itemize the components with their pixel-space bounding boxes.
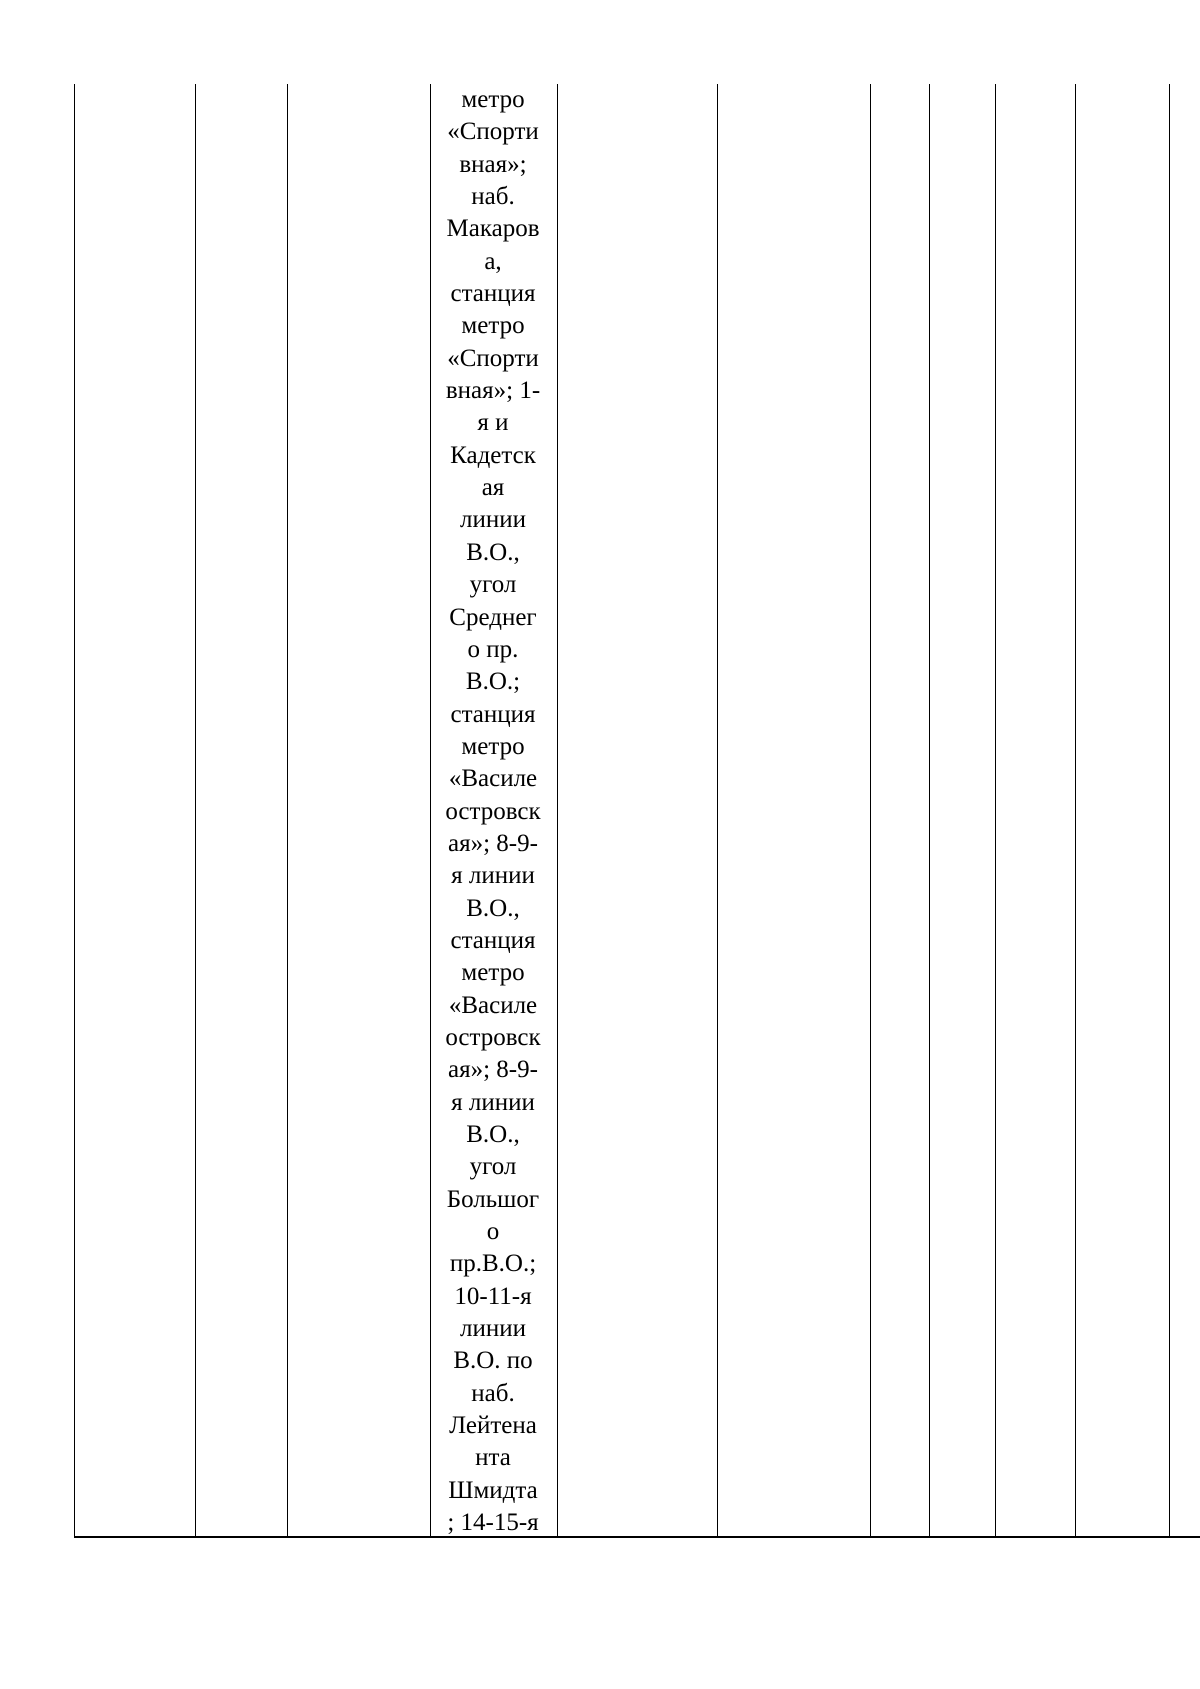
cell-text-line: метро [461,312,525,340]
cell-text-line: В.О., [466,894,520,922]
cell-text-line: Шмидта [448,1476,538,1504]
column-border [195,84,196,1536]
cell-text-line: станция [450,700,536,728]
column-border [1075,84,1076,1536]
cell-text-line: «Василе [448,991,538,1019]
column-border [717,84,718,1536]
cell-text-line: о [486,1218,500,1246]
column-border [287,84,288,1536]
column-border [557,84,558,1536]
cell-text-line: В.О.; [465,668,521,696]
cell-text-line: ая»; 8-9- [448,829,538,857]
cell-text-line: В.О. по [453,1347,533,1375]
cell-text-line: метро [461,732,525,760]
cell-text-line: наб. [471,1379,515,1407]
cell-text-line: «Спорти [447,344,539,372]
cell-text-line: я линии [451,862,535,890]
cell-text-line: островск [445,797,541,825]
cell-text-line: наб. [471,183,515,211]
cell-text-line: я линии [451,1088,535,1116]
cell-text-line: линии [460,1315,526,1343]
cell-text-line: В.О., [466,538,520,566]
cell-text-line: ая [481,474,505,502]
cell-text-line: «Спорти [447,118,539,146]
cell-text-line: угол [469,571,517,599]
cell-text-line: пр.В.О.; [449,1250,537,1278]
cell-text-line: о пр. [467,635,519,663]
cell-text-line: станция [450,280,536,308]
cell-text-line: станция [450,926,536,954]
cell-text-line: угол [469,1153,517,1181]
cell-text-line: Макаров [446,215,540,243]
cell-text-line: Среднег [449,603,537,631]
cell-text-line: островск [445,1023,541,1051]
column-border [929,84,930,1536]
cell-text-line: Кадетск [450,441,536,469]
column-border [74,84,75,1536]
cell-text-line: «Василе [448,765,538,793]
cell-text-line: вная»; [459,150,527,178]
cell-text-line: вная»; 1- [445,377,541,405]
column-border [870,84,871,1536]
cell-text-line: Лейтена [449,1412,537,1440]
cell-text-line: нта [475,1444,511,1472]
cell-text-line: ая»; 8-9- [448,1056,538,1084]
address-cell [430,84,556,1539]
cell-text-line: В.О., [466,1121,520,1148]
cell-text-line: 10-11-я [454,1282,532,1310]
cell-text-line: ; 14-15-я [447,1509,539,1537]
column-border [1169,84,1170,1536]
cell-text-line: линии [460,506,526,534]
column-border [995,84,996,1536]
cell-text-line: метро [461,959,525,987]
cell-text-line: я и [477,409,509,437]
cell-text-line: Большог [446,1185,540,1213]
table-fragment [74,84,1200,1538]
cell-text-line: а, [484,247,502,275]
cell-text-line: метро [461,86,525,113]
